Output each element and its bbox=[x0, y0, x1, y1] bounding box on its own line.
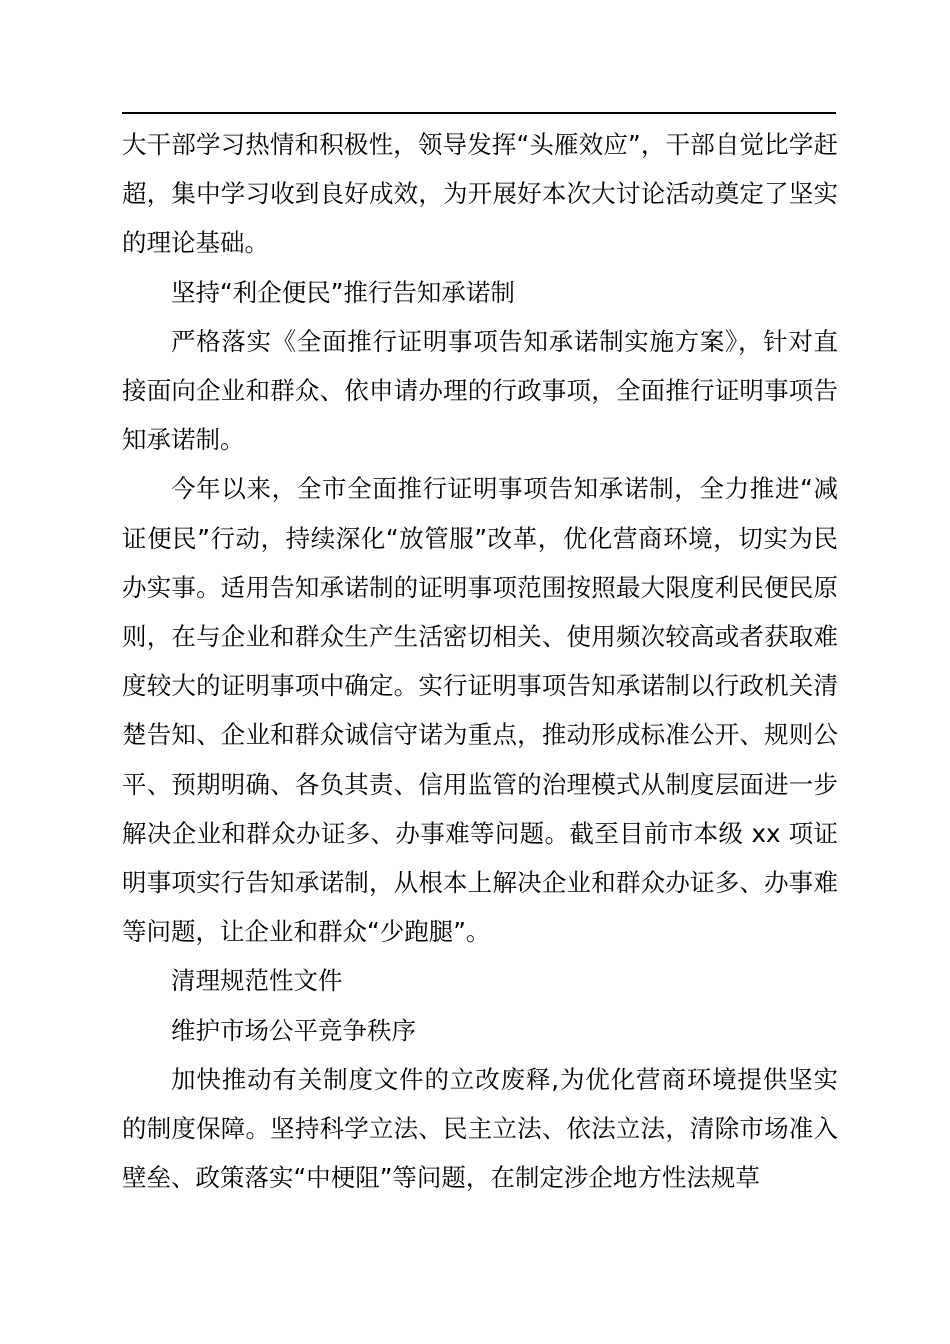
paragraph-progress-this-year: 今年以来，全市全面推行证明事项告知承诺制，全力推进“减证便民”行动，持续深化“放管服”改革，优化营商环境，切实为民办实事。适用告知承诺制的证明事项范围按照最大限度利民便民原则，在与企业和群众生产生活密切相关、使用频次较高或者获取难度较大的证明事项中确定。实行证明事项告知承诺制以行政机关清楚告知、企业和群众诚信守诺为重点，推动形成标准公开、规则公平、预期明确、各负其责、信用监管的治理模式从制度层面进一步解决企业和群众办证多、办事难等问题。截至目前市本级 xx 项证明事项实行告知承诺制，从根本上解决企业和群众办证多、办事难等问题，让企业和群众“少跑腿”。 bbox=[122, 474, 838, 947]
paragraph-continuation: 大干部学习热情和积极性，领导发挥“头雁效应”，干部自觉比学赶超，集中学习收到良好成效，为开展好本次大讨论活动奠定了坚实的理论基础。 bbox=[122, 130, 838, 258]
paragraph-implementation-plan: 严格落实《全面推行证明事项告知承诺制实施方案》，针对直接面向企业和群众、依申请办理的行政事项，全面推行证明事项告知承诺制。 bbox=[122, 326, 838, 455]
section-heading-normative-documents: 清理规范性文件 bbox=[171, 966, 343, 996]
section-heading-notification-commitment: 坚持“利企便民”推行告知承诺制 bbox=[171, 277, 515, 307]
section-heading-fair-competition: 维护市场公平竞争秩序 bbox=[171, 1015, 416, 1045]
document-body bbox=[122, 120, 838, 1202]
header-rule bbox=[122, 112, 836, 114]
paragraph-institutional-guarantee: 加快推动有关制度文件的立改废释,为优化营商环境提供坚实的制度保障。坚持科学立法、民主立法、依法立法，清除市场准入壁垒、政策落实“中梗阻”等问题，在制定涉企地方性法规草 bbox=[122, 1064, 838, 1193]
